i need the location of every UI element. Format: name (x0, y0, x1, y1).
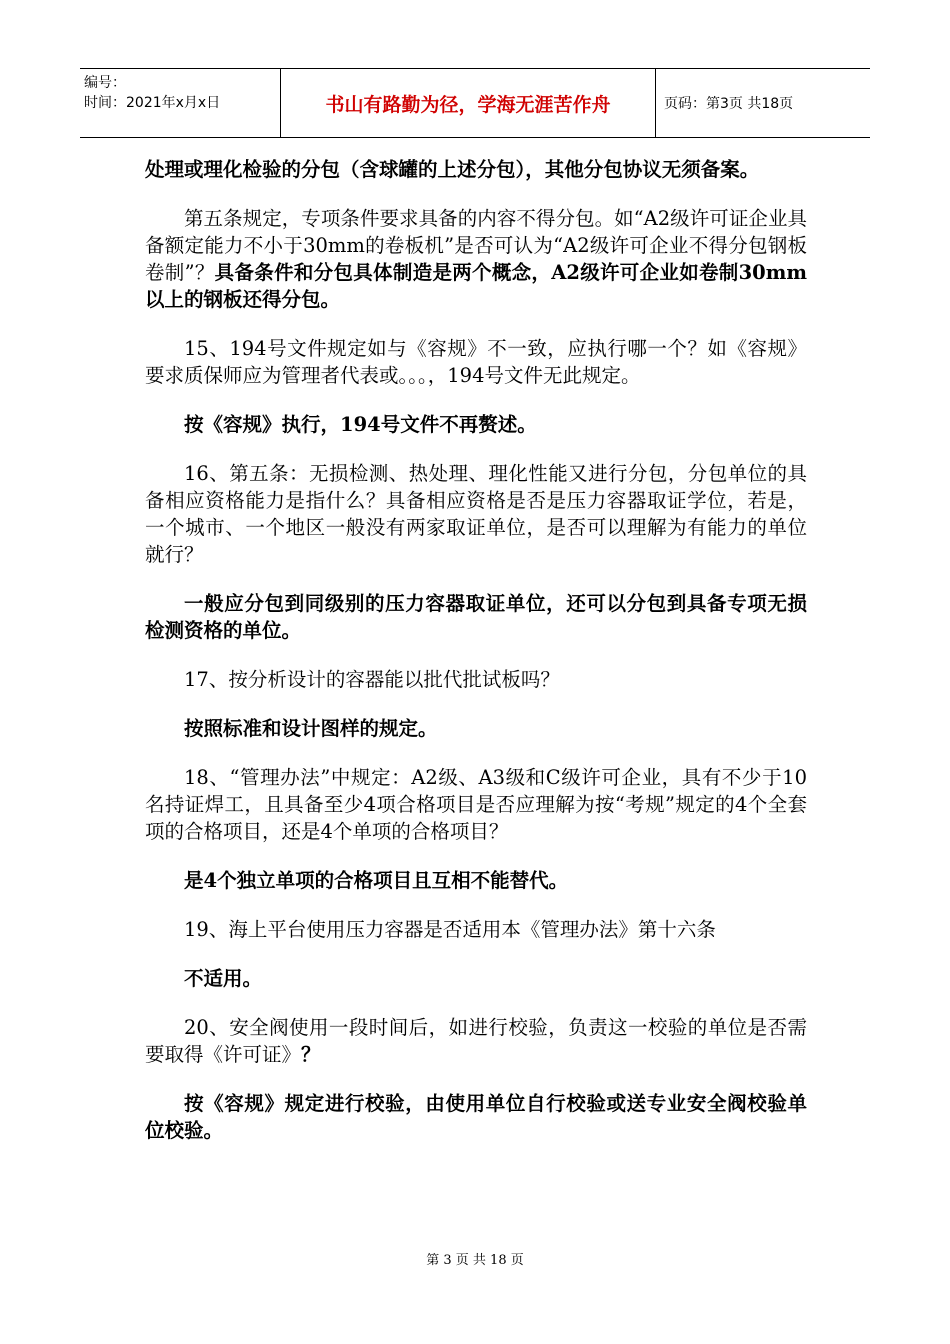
answer-paragraph: 按照标准和设计图样的规定。 (184, 717, 438, 740)
answer-paragraph: 按《容规》规定进行校验，由使用单位自行校验或送专业安全阀校验单位校验。 (145, 1092, 807, 1142)
answer-paragraph: 按《容规》执行，194号文件不再赘述。 (184, 413, 537, 436)
header-time: 时间：2021年x月x日 (84, 95, 221, 111)
question-paragraph: 15、194号文件规定如与《容规》不一致，应执行哪一个？如《容规》要求质保师应为管理者代表或。。。，194号文件无此规定。 (145, 337, 807, 387)
header-page-info: 页码：第3页 共18页 (664, 96, 794, 112)
answer-text: 具备条件和分包具体制造是两个概念，A2级许可企业如卷制30mm以上的钢板还得分包。 (145, 261, 807, 311)
question-paragraph: 17、按分析设计的容器能以批代批试板吗？ (184, 668, 560, 691)
answer-paragraph: 一般应分包到同级别的压力容器取证单位，还可以分包到具备专项无损检测资格的单位。 (145, 592, 807, 642)
question-paragraph: 16、第五条：无损检测、热处理、理化性能又进行分包，分包单位的具备相应资格能力是指什么？具备相应资格是否是压力容器取证学位，若是，一个城市、一个地区一般没有两家取证单位，是否可以理解为有能力的单位就行？ (145, 462, 807, 566)
header-meta (80, 69, 281, 137)
question-paragraph: 19、海上平台使用压力容器是否适用本《管理办法》第十六条 (184, 918, 716, 941)
header-number: 编号： (84, 75, 126, 91)
page-header (80, 68, 870, 138)
question-text: 第五条规定，专项条件要求具备的内容不得分包。如“A2级许可证企业具备额定能力不小于30mm的卷板机”是否可认为“A2级许可企业不得分包钢板卷制”？ (145, 207, 807, 284)
answer-paragraph: 是4个独立单项的合格项目且互相不能替代。 (184, 869, 569, 892)
question-paragraph (145, 205, 807, 313)
question-text: 20、安全阀使用一段时间后，如进行校验，负责这一校验的单位是否需要取得《许可证》 (145, 1016, 807, 1066)
question-mark: ？ (301, 1043, 321, 1066)
page-footer: 第 3 页 共 18 页 (426, 1253, 524, 1268)
question-paragraph: 18、“管理办法”中规定：A2级、A3级和C级许可企业，具有不少于10名持证焊工，且具备至少4项合格项目是否应理解为按“考规”规定的4个全套项的合格项目，还是4个单项的合格项目？ (145, 766, 807, 843)
header-motto: 书山有路勤为径，学海无涯苦作舟 (281, 69, 656, 137)
document-body (145, 156, 807, 1166)
question-paragraph (145, 1014, 807, 1068)
answer-paragraph: 处理或理化检验的分包（含球罐的上述分包），其他分包协议无须备案。 (145, 158, 760, 181)
answer-paragraph: 不适用。 (184, 967, 263, 990)
